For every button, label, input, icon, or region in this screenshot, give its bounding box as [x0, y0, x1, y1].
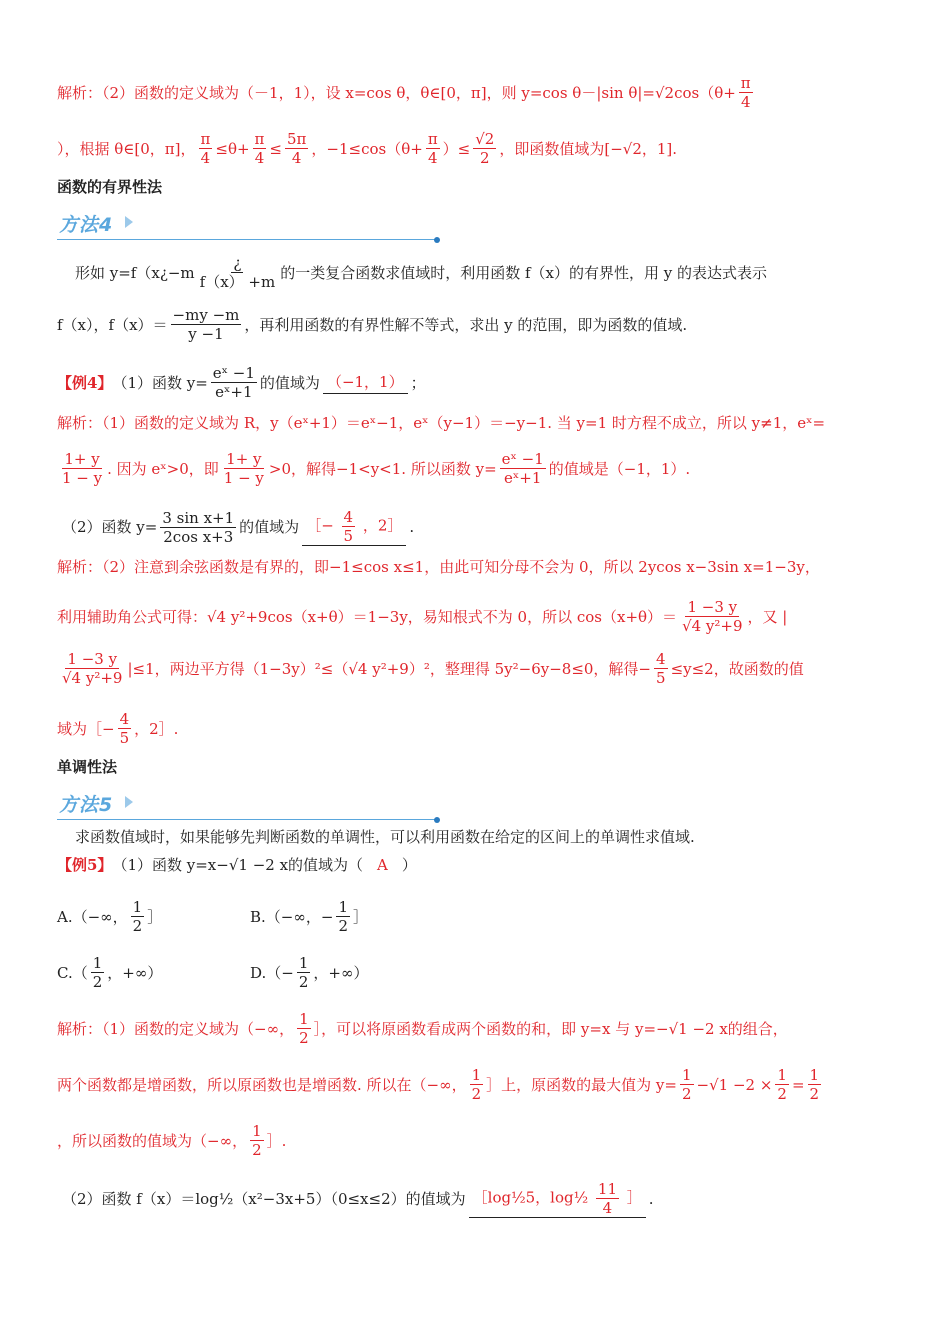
method-tag: 方法4	[59, 214, 114, 236]
section-title-bounded: 函数的有界性法	[57, 178, 163, 196]
fraction: $\frac{4}{5}$	[656, 650, 666, 687]
fraction: $\frac{11}{4}$	[597, 1180, 617, 1217]
example-5-solution-2: 两个函数都是增函数，所以原函数也是增函数. 所以在（−∞， 1 2 ］上，原函数的最大值为 y= $\frac{1}{2}$ −√1 −2 × $\frac{1}{2}$ = $\frac{1}{2}$	[57, 1066, 820, 1103]
answer-blank: ［− $\frac{4}{5}$ ，2］	[302, 508, 406, 546]
example-4-solution-1: 解析：（1）函数的定义域为 R，y（eˣ+1）＝eˣ−1，eˣ（y−1）＝−y−1. 当 y=1 时方程不成立，所以 y≠1，eˣ=	[57, 414, 826, 432]
example-5-question-2: （2）函数 f（x）＝log½（x²−3x+5）（0≤x≤2）的值域为 ［log½5，log½ $\frac{11}{4}$ ］ .	[62, 1180, 654, 1217]
fraction: 1+ y 1 − y	[62, 450, 103, 487]
method-4-line-2: f（x），f（x）＝ −my −m y −1 ，再利用函数的有界性解不等式，求出 y 的范围，即为函数的值域.	[57, 306, 688, 343]
fraction: $\frac{5\pi}{4}$	[286, 130, 307, 167]
example-4-solution-3: 解析：（2）注意到余弦函数是有界的，即−1≤cos x≤1，由此可知分母不会为 0，所以 2ycos x−3sin x=1−3y，	[57, 558, 820, 576]
fraction: $\frac{\pi}{4}$	[740, 74, 751, 111]
fraction: 1 2	[471, 1066, 482, 1103]
fraction: 1 2	[132, 898, 143, 935]
fraction: $\frac{1}{2}$	[298, 954, 309, 991]
example-4-solution-4: 利用辅助角公式可得：√4 y²+9cos（x+θ）＝1−3y，易知根式不为 0，所以 cos（x+θ）＝ 1 −3 y √4 y²+9 ，又 |	[57, 598, 788, 635]
example-4-solution-2: 1+ y 1 − y . 因为 eˣ>0，即 1+ y 1 − y >0，解得−1<y<1. 所以函数 y= $\frac{\text{eˣ −1}}{\text{eˣ+1}}$ 的值域是（−1，1）.	[62, 450, 691, 487]
fraction: 1 −3 y √4 y²+9	[62, 650, 123, 687]
dot-icon	[434, 237, 440, 243]
example-label: 【例5】	[57, 856, 113, 874]
fraction: $\frac{1}{2}$	[681, 1066, 692, 1103]
arrow-icon	[125, 216, 133, 228]
fraction: $\frac{4}{5}$	[343, 508, 354, 545]
fraction: 1 2	[252, 1122, 262, 1159]
answer-blank: （−1，1）	[323, 371, 408, 394]
fraction: $\frac{4}{5}$	[119, 710, 130, 747]
example-5-solution-1: 解析：（1）函数的定义域为（−∞， 1 2 ］，可以将原函数看成两个函数的和，即 y=x 与 y=−√1 −2 x的组合，	[57, 1010, 788, 1047]
option-d: D.（− $\frac{1}{2}$ ，+∞）	[250, 954, 369, 991]
divider	[57, 819, 437, 820]
option-a: A.（−∞， 1 2 ］	[57, 898, 163, 935]
method-4-line-1: 形如 y=f（x¿−m ¿ f（x） +m 的一类复合函数求值域时，利用函数 f（x）的有界性，用 y 的表达式表示	[75, 254, 768, 291]
method-4-header	[57, 210, 437, 240]
option-b: B.（−∞，− $\frac{1}{2}$ ］	[250, 898, 368, 935]
section-title-monotonic: 单调性法	[57, 758, 118, 776]
fraction: 1+ y 1 − y	[223, 450, 264, 487]
example-4-solution-5: 1 −3 y √4 y²+9 |≤1，两边平方得（1−3y）²≤（√4 y²+9）²，整理得 5y²−6y−8≤0，解得− $\frac{4}{5}$ ≤y≤2，故函数的值	[62, 650, 804, 687]
fraction: $\frac{√2}{2}$	[475, 130, 495, 167]
fraction: $\frac{\pi}{4}$	[254, 130, 265, 167]
method-tag: 方法5	[59, 794, 114, 816]
fraction: 1 2	[92, 954, 103, 991]
example-4-question-1: 【例4】 （1）函数 y= $\frac{\text{eˣ −1}}{\text{eˣ+1}}$ 的值域为 （−1，1） ；	[57, 364, 426, 401]
fraction: ¿ f（x） +m	[199, 254, 276, 291]
fraction: $\frac{1}{2}$	[777, 1066, 787, 1103]
divider	[57, 239, 437, 240]
fraction: −my −m y −1	[172, 306, 240, 343]
example-4-solution-6: 域为［− $\frac{4}{5}$ ，2］.	[57, 710, 179, 747]
solution-line-1: 解析：（2）函数的定义域为（－1，1），设 x=cos θ，θ∈[0，π]，则 y=cos θ－|sin θ|=√2cos（θ+ $\frac{\pi}{4}$	[57, 74, 751, 111]
dot-icon	[434, 817, 440, 823]
arrow-icon	[125, 796, 133, 808]
method-5-header	[57, 790, 437, 820]
fraction: $\frac{1}{2}$	[809, 1066, 820, 1103]
example-5-solution-3: ，所以函数的值域为（−∞， 1 2 ］.	[57, 1122, 287, 1159]
fraction: 1 −3 y √4 y²+9	[682, 598, 743, 635]
example-label: 【例4】	[57, 373, 113, 392]
fraction: $\frac{\pi}{4}$	[200, 130, 211, 167]
method-5-text: 求函数值域时，如果能够先判断函数的单调性，可以利用函数在给定的区间上的单调性求值域.	[75, 828, 695, 846]
option-c: C.（ 1 2 ，+∞）	[57, 954, 163, 991]
fraction: $\frac{\text{eˣ −1}}{\text{eˣ+1}}$	[501, 450, 544, 487]
answer-choice: A	[377, 856, 388, 874]
example-4-question-2: （2）函数 y= $\frac{\text{3 sin x+1}}{\text{2cos x+3}}$ 的值域为 ［− $\frac{4}{5}$ ，2］ .	[62, 508, 415, 546]
example-5-question-1: 【例5】 （1）函数 y=x−√1 −2 x的值域为（ A ）	[57, 856, 417, 874]
fraction: $\frac{1}{2}$	[338, 898, 348, 935]
answer-blank: ［log½5，log½ $\frac{11}{4}$ ］	[469, 1180, 646, 1218]
fraction: 1 2	[299, 1010, 309, 1047]
fraction: $\frac{\pi}{4}$	[427, 130, 438, 167]
solution-line-2: ），根据 θ∈[0，π]， $\frac{\pi}{4}$ ≤θ+ $\frac{\pi}{4}$ ≤ $\frac{5\pi}{4}$ ，−1≤cos（θ+ $\frac{\pi}{4}$ ）≤ $\frac{√2}{2}$ ，即函数值域为[−√2，1].	[57, 130, 678, 167]
fraction: $\frac{\text{eˣ −1}}{\text{eˣ+1}}$	[212, 364, 255, 401]
fraction: $\frac{\text{3 sin x+1}}{\text{2cos x+3}}$	[162, 508, 235, 546]
